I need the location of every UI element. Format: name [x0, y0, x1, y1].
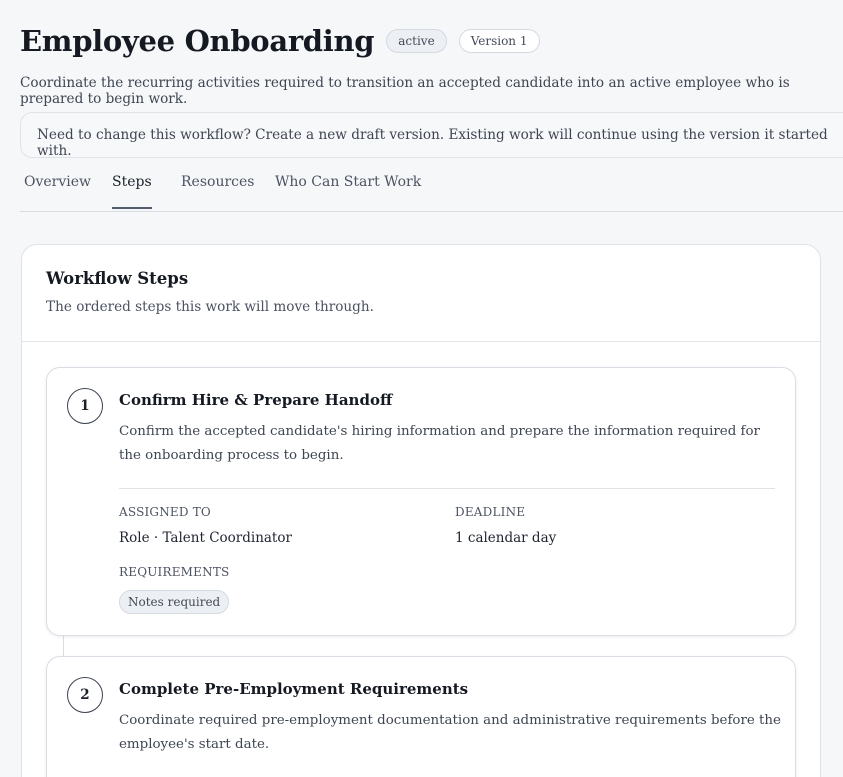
tab-who-can-start-work[interactable]: Who Can Start Work	[275, 174, 422, 190]
step-title: Confirm Hire & Prepare Handoff	[119, 391, 393, 409]
tab-overview[interactable]: Overview	[24, 174, 92, 190]
card-subtitle: The ordered steps this work will move through.	[46, 299, 374, 315]
step-description: Confirm the accepted candidate's hiring information and prepare the information required for the onboarding process to begin.	[119, 424, 760, 463]
card-header	[22, 245, 820, 342]
version-badge[interactable]: Version 1	[459, 29, 540, 53]
requirement-badge: Notes required	[119, 590, 229, 614]
deadline-label: DEADLINE	[455, 505, 526, 519]
page-title: Employee Onboarding	[20, 24, 375, 58]
assigned-to-value: Role · Talent Coordinator	[119, 530, 292, 546]
page-header	[20, 24, 540, 58]
status-badge: active	[386, 29, 446, 53]
workflow-step	[46, 656, 796, 777]
card-title: Workflow Steps	[46, 269, 189, 288]
deadline-value: 1 calendar day	[455, 530, 557, 546]
workflow-description: Coordinate the recurring activities required to transition an accepted candidate into an active employee who is prepared to begin work.	[20, 75, 790, 107]
tab-steps[interactable]: Steps	[112, 174, 152, 209]
step-description: Coordinate required pre-employment documentation and administrative requirements before the employee's start date.	[119, 713, 781, 752]
tab-resources[interactable]: Resources	[181, 174, 255, 190]
assigned-to-label: ASSIGNED TO	[119, 505, 211, 519]
workflow-step	[46, 367, 796, 636]
workflow-steps-card	[21, 244, 821, 777]
tab-bar	[20, 164, 843, 212]
draft-version-notice: Need to change this workflow? Create a new draft version. Existing work will continue using the version it started with.	[20, 112, 843, 158]
step-number-badge: 2	[67, 677, 103, 713]
step-divider	[119, 488, 775, 489]
step-title: Complete Pre-Employment Requirements	[119, 680, 469, 698]
requirements-label: REQUIREMENTS	[119, 565, 230, 579]
step-number-badge: 1	[67, 388, 103, 424]
